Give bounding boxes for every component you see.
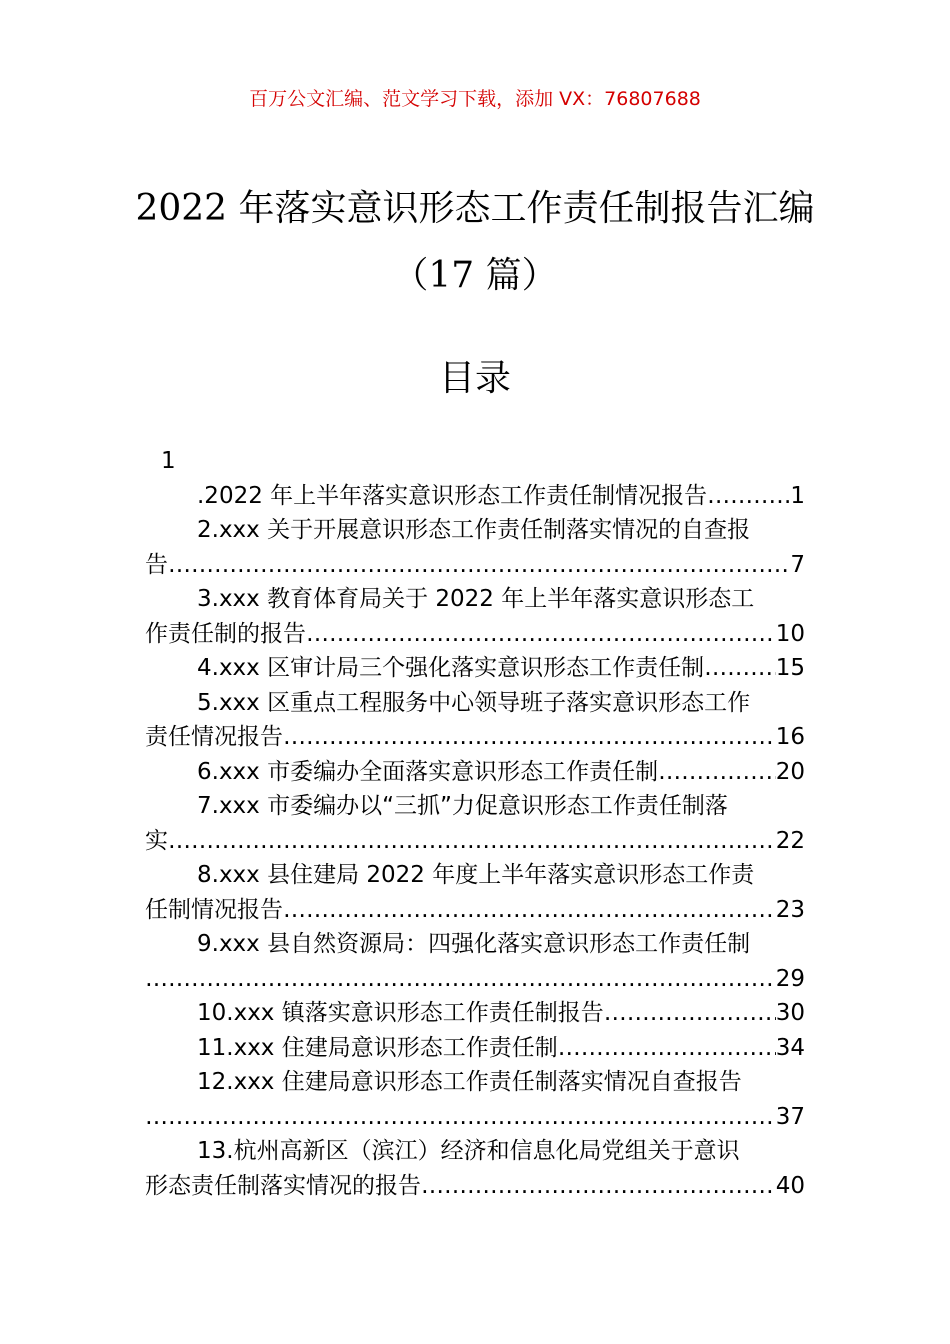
toc-dot-leader [145,1100,776,1135]
document-subtitle: （17 篇） [392,255,558,296]
toc-entry-9-cont[interactable] [145,962,805,997]
toc-dot-leader [168,824,776,859]
toc-entry-text: 作责任制的报告 [145,620,306,647]
toc-entry-13-cont[interactable] [145,1169,805,1204]
toc-entry-5[interactable] [145,686,805,721]
toc-entry-text: 13.杭州高新区（滨江）经济和信息化局党组关于意识 [197,1138,740,1164]
toc-entry-text: 6.xxx 市委编办全面落实意识形态工作责任制 [197,758,659,785]
toc-entry-text: 8.xxx 县住建局 2022 年度上半年落实意识形态工作责 [197,862,755,888]
toc-dot-leader [168,548,790,583]
toc-dot-leader [658,755,776,790]
toc-dot-leader [306,617,776,652]
toc-entry-text: 告 [145,551,168,578]
toc-entry-text: 9.xxx 县自然资源局：四强化落实意识形态工作责任制 [197,931,751,957]
toc-entry-text: 责任情况报告 [145,724,283,750]
toc-page-number: 10 [775,620,805,647]
toc-entry-11[interactable] [145,1031,805,1066]
toc-entry-3[interactable] [145,582,805,617]
toc-entry-number: 1 [161,448,176,474]
toc-dot-leader [707,479,790,514]
toc-page-number: 16 [775,724,805,750]
toc-heading: 目录 [438,358,511,399]
toc-entry-text: 10.xxx 镇落实意识形态工作责任制报告 [197,1000,604,1026]
toc-entry-text: 7.xxx 市委编办以“三抓”力促意识形态工作责任制落 [197,793,728,819]
toc-entry-7[interactable] [145,789,805,824]
toc-page-number: 22 [775,827,805,854]
toc-page-number: 15 [775,655,805,681]
toc-entry-8-cont[interactable] [145,893,805,928]
toc-entry-9[interactable] [145,927,805,962]
toc-page-number: 20 [775,758,805,785]
toc-entry-10[interactable] [145,996,805,1031]
toc-entry-text: 12.xxx 住建局意识形态工作责任制落实情况自查报告 [197,1069,742,1095]
toc-page-number: 40 [775,1172,805,1199]
toc-entry-text: 3.xxx 教育体育局关于 2022 年上半年落实意识形态工 [197,586,755,612]
toc-dot-leader [145,962,776,997]
toc-entry-text: 2.xxx 关于开展意识形态工作责任制落实情况的自查报 [197,517,751,543]
toc-dot-leader [604,996,776,1031]
toc-entry-5-cont[interactable] [145,720,805,755]
watermark-text: 百万公文汇编、范文学习下载，添加 VX：76807688 [249,88,701,110]
toc-page-number: 30 [775,1000,805,1026]
toc-dot-leader [421,1169,776,1204]
toc-entry-13[interactable] [145,1134,805,1169]
toc-entry-text: 形态责任制落实情况的报告 [145,1172,421,1199]
toc-entry-text: 实 [145,827,168,854]
toc-dot-leader [283,893,776,928]
toc-dot-leader [558,1031,776,1066]
toc-page-number: 23 [775,896,805,923]
toc-entry-8[interactable] [145,858,805,893]
toc-entry-12-cont[interactable] [145,1100,805,1135]
toc-entry-text: .2022 年上半年落实意识形态工作责任制情况报告 [197,482,708,509]
toc-entry-text: 任制情况报告 [145,896,283,923]
toc-entry-6[interactable] [145,755,805,790]
document-title: 2022 年落实意识形态工作责任制报告汇编 [135,188,815,229]
toc-entry-text: 11.xxx 住建局意识形态工作责任制 [197,1034,558,1061]
toc-page-number: 37 [775,1103,805,1130]
toc-page-number: 34 [775,1034,805,1061]
toc-entry-1-number [145,444,805,479]
toc-page-number: 29 [775,965,805,992]
table-of-contents [145,444,805,1203]
toc-entry-1[interactable] [145,479,805,514]
toc-page-number: 7 [790,551,805,578]
toc-dot-leader [283,720,776,755]
toc-entry-2-cont[interactable] [145,548,805,583]
toc-entry-text: 4.xxx 区审计局三个强化落实意识形态工作责任制 [197,655,705,681]
toc-entry-2[interactable] [145,513,805,548]
toc-page-number: 1 [790,482,805,509]
toc-entry-text: 5.xxx 区重点工程服务中心领导班子落实意识形态工作 [197,689,751,716]
toc-dot-leader [704,651,776,686]
toc-entry-4[interactable] [145,651,805,686]
toc-entry-7-cont[interactable] [145,824,805,859]
toc-entry-3-cont[interactable] [145,617,805,652]
toc-entry-12[interactable] [145,1065,805,1100]
